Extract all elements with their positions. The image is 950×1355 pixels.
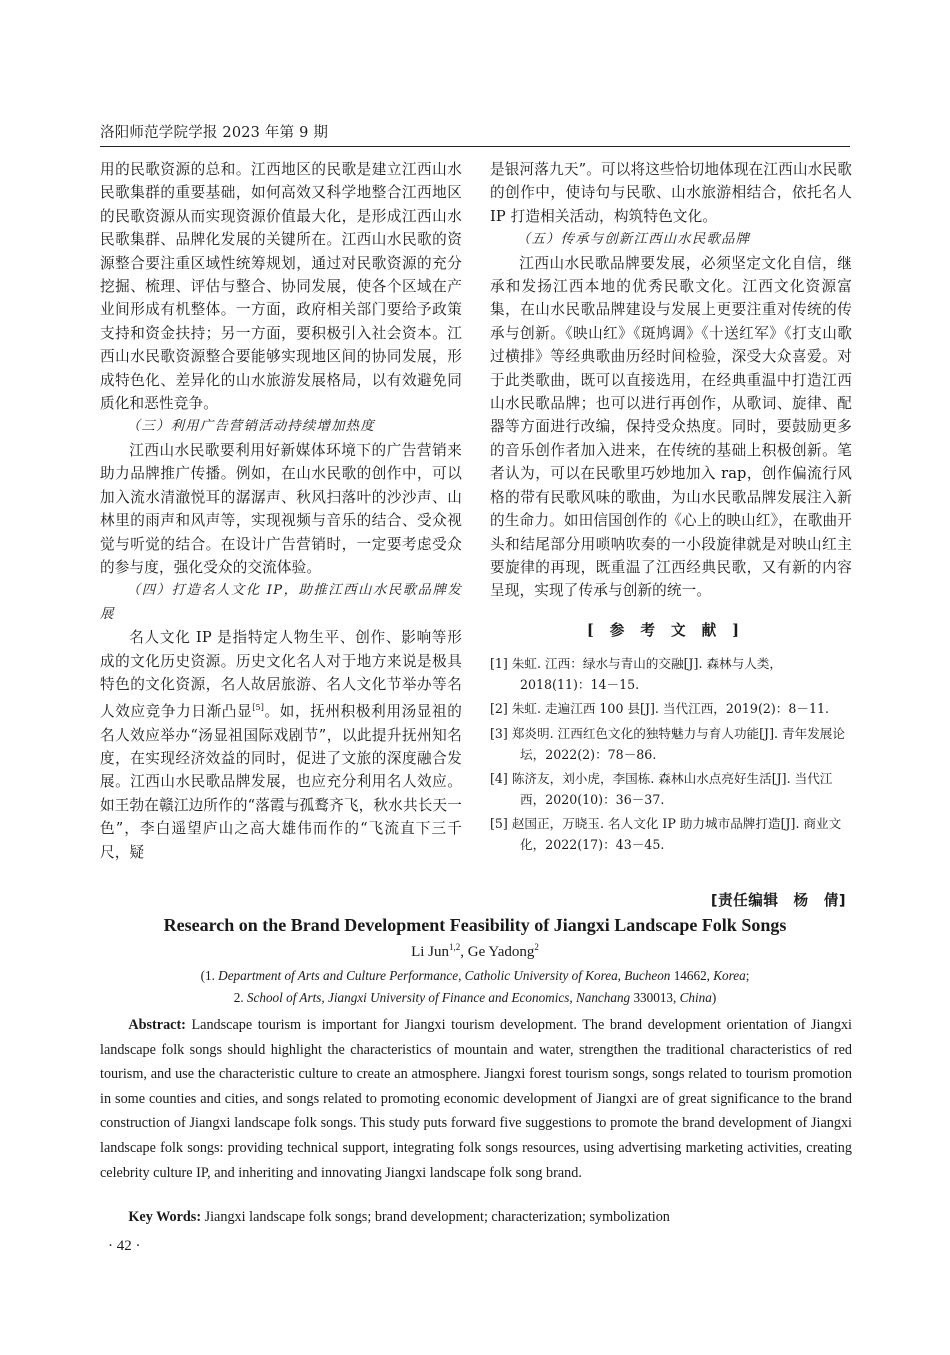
paragraph-text: 名人文化 IP 是指特定人物生平、创作、影响等形成的文化历史资源。历史文化名人对于地方来说是极具特色的文化资源，名人故居旅游、名人文化节举办等名人效应竞争力日渐凸显 bbox=[100, 629, 462, 721]
keywords-label: Key Words: bbox=[128, 1209, 202, 1225]
english-title: Research on the Brand Development Feasibility of Jiangxi Landscape Folk Songs bbox=[163, 915, 787, 935]
affiliation-punct: ; bbox=[745, 968, 750, 983]
section-heading-3: （三）利用广告营销活动持续增加热度 bbox=[126, 419, 375, 435]
references-title: [参考文献] bbox=[586, 621, 756, 639]
affiliation-number: 2. bbox=[233, 990, 247, 1005]
reference-item: [4] 陈济友，刘小虎，李国栋. 森林山水点亮好生活[J]. 当代江西，2020(10)：36－37. bbox=[490, 771, 833, 807]
paragraph-text: 。如，抚州积极利用汤显祖的名人效应举办“汤显祖国际戏剧节”，以此提升抚州知名度，在实现经济效益的同时，促进了文旅的深度融合发展。江西山水民歌品牌发展，也应充分利用名人效应。如王勃在赣江边所作的“落霞与孤鹜齐飞，秋水共长天一色”，李白遥望庐山之高大雄伟而作的“飞流直下三千尺，疑 bbox=[100, 703, 462, 861]
right-paragraph-2: 江西山水民歌品牌要发展，必须坚定文化自信，继承和发扬江西本地的优秀民歌文化。江西文化资源富集，在山水民歌品牌建设与发展上更要注重对传统的传承与创新。《映山红》《斑鸠调》《十送红军》《打支山歌过横排》等经典歌曲历经时间检验，深受大众喜爱。对于此类歌曲，既可以直接选用，在经典重温中打造江西山水民歌品牌；也可以进行再创作，从歌词、旋律、配器等方面进行改编，保持受众热度。同时，要鼓励更多的音乐创作者加入进来，在传统的基础上积极创新。笔者认为，可以在民歌里巧妙地加入 rap，创作偏流行风格的带有民歌风味的歌曲，为山水民歌品牌发展注入新的生命力。如田信国创作的《心上的映山红》，在歌曲开头和结尾部分用唢呐吹奏的一小段旋律就是对映山红主要旋律的再现，既重温了江西经典民歌，又有新的内容呈现，实现了传承与创新的统一。 bbox=[490, 254, 852, 600]
affiliation-name: Department of Arts and Culture Performance, Catholic University of Korea, Bucheon bbox=[218, 968, 671, 983]
keywords-text: Jiangxi landscape folk songs; brand development; characterization; symbolization bbox=[201, 1209, 670, 1225]
section-heading-4: （四）打造名人文化 IP，助推江西山水民歌品牌发展 bbox=[100, 583, 462, 622]
affiliation-2 bbox=[0, 990, 950, 1006]
reference-item: [2] 朱虹. 走遍江西 100 县[J]. 当代江西，2019(2)：8－11. bbox=[490, 701, 830, 717]
reference-item: [5] 赵国正，万晓玉. 名人文化 IP 助力城市品牌打造[J]. 商业文化，2022(17)：43－45. bbox=[490, 816, 842, 852]
author-name: Li Jun bbox=[411, 944, 449, 960]
header-rule bbox=[100, 146, 850, 147]
english-abstract bbox=[100, 1013, 852, 1185]
affiliation-name: School of Arts, Jiangxi University of Finance and Economics, Nanchang bbox=[246, 990, 631, 1005]
affiliation-country: Korea bbox=[713, 968, 746, 983]
left-paragraph-3 bbox=[100, 626, 462, 864]
right-paragraph-1: 是银河落九天”。可以将这些恰切地体现在江西山水民歌的创作中，使诗句与民歌、山水旅游相结合，依托名人 IP 打造相关活动，构筑特色文化。 bbox=[490, 161, 852, 225]
author-name: Ge Yadong bbox=[467, 944, 535, 960]
affiliation-punct: ) bbox=[711, 990, 717, 1005]
page-number: · 42 · bbox=[108, 1238, 141, 1254]
affiliation-country: China bbox=[679, 990, 712, 1005]
postal-code: 14662, bbox=[670, 968, 714, 983]
abstract-label: Abstract: bbox=[128, 1017, 186, 1033]
left-column bbox=[100, 158, 462, 864]
citation-marker: [5] bbox=[252, 703, 265, 713]
english-authors bbox=[0, 942, 950, 961]
author-separator: , bbox=[460, 944, 468, 960]
author-affiliation-marker: 2 bbox=[534, 942, 539, 952]
section-heading-5: （五）传承与创新江西山水民歌品牌 bbox=[516, 232, 751, 248]
reference-item: [3] 郑炎明. 江西红色文化的独特魅力与育人功能[J]. 青年发展论坛，2022(2)：78－86. bbox=[490, 725, 845, 762]
author-affiliation-marker: 1,2 bbox=[448, 942, 461, 952]
left-paragraph-2: 江西山水民歌要利用好新媒体环境下的广告营销来助力品牌推广传播。例如，在山水民歌的创作中，可以加入流水清澈悦耳的潺潺声、秋风扫落叶的沙沙声、山林里的雨声和风声等，实现视频与音乐的结合、受众视觉与听觉的结合。在设计广告营销时，一定要考虑受众的参与度，强化受众的交流体验。 bbox=[100, 441, 462, 576]
reference-item: [1] 朱虹. 江西：绿水与青山的交融[J]. 森林与人类，2018(11)：14－15. bbox=[490, 656, 783, 692]
affiliation-1 bbox=[0, 968, 950, 984]
english-keywords bbox=[100, 1209, 852, 1226]
left-paragraph-1: 用的民歌资源的总和。江西地区的民歌是建立江西山水民歌集群的重要基础，如何高效又科学地整合江西地区的民歌资源从而实现资源价值最大化，是形成江西山水民歌集群、品牌化发展的关键所在。江西山水民歌的资源整合要注重区域性统筹规划，通过对民歌资源的充分挖掘、梳理、评估与整合、协同发展，使各个区域在产业间形成有机整体。一方面，政府相关部门要给予政策支持和资金扶持；另一方面，要积极引入社会资本。江西山水民歌资源整合要能够实现地区间的协同发展，形成特色化、差异化的山水旅游发展格局，以有效避免同质化和恶性竞争。 bbox=[100, 161, 462, 413]
running-head: 洛阳师范学院学报 2023 年第 9 期 bbox=[100, 125, 329, 141]
right-column bbox=[490, 158, 852, 859]
responsible-editor: [责任编辑 杨 倩] bbox=[710, 892, 846, 909]
abstract-text: Landscape tourism is important for Jiangxi tourism development. The brand development orientation of Jiangxi landscape folk songs should highlight the characteristics of mountain and water, strengthen the traditional characteristics of red tourism, and use the characteristic culture to create an atmosphere. Jiangxi forest tourism songs, songs related to tourism promotion in some counties and cities, and songs related to promoting economic development of Jiangxi are of great significance to the brand construction of Jiangxi landscape folk songs. This study puts forward five suggestions to promote the brand development of Jiangxi landscape folk songs: providing technical support, integrating folk songs resources, using advertising marketing activities, creating celebrity culture IP, and inheriting and innovating Jiangxi landscape folk song brand. bbox=[100, 1017, 852, 1181]
postal-code: 330013, bbox=[630, 990, 680, 1005]
affiliation-number: (1. bbox=[200, 968, 219, 983]
